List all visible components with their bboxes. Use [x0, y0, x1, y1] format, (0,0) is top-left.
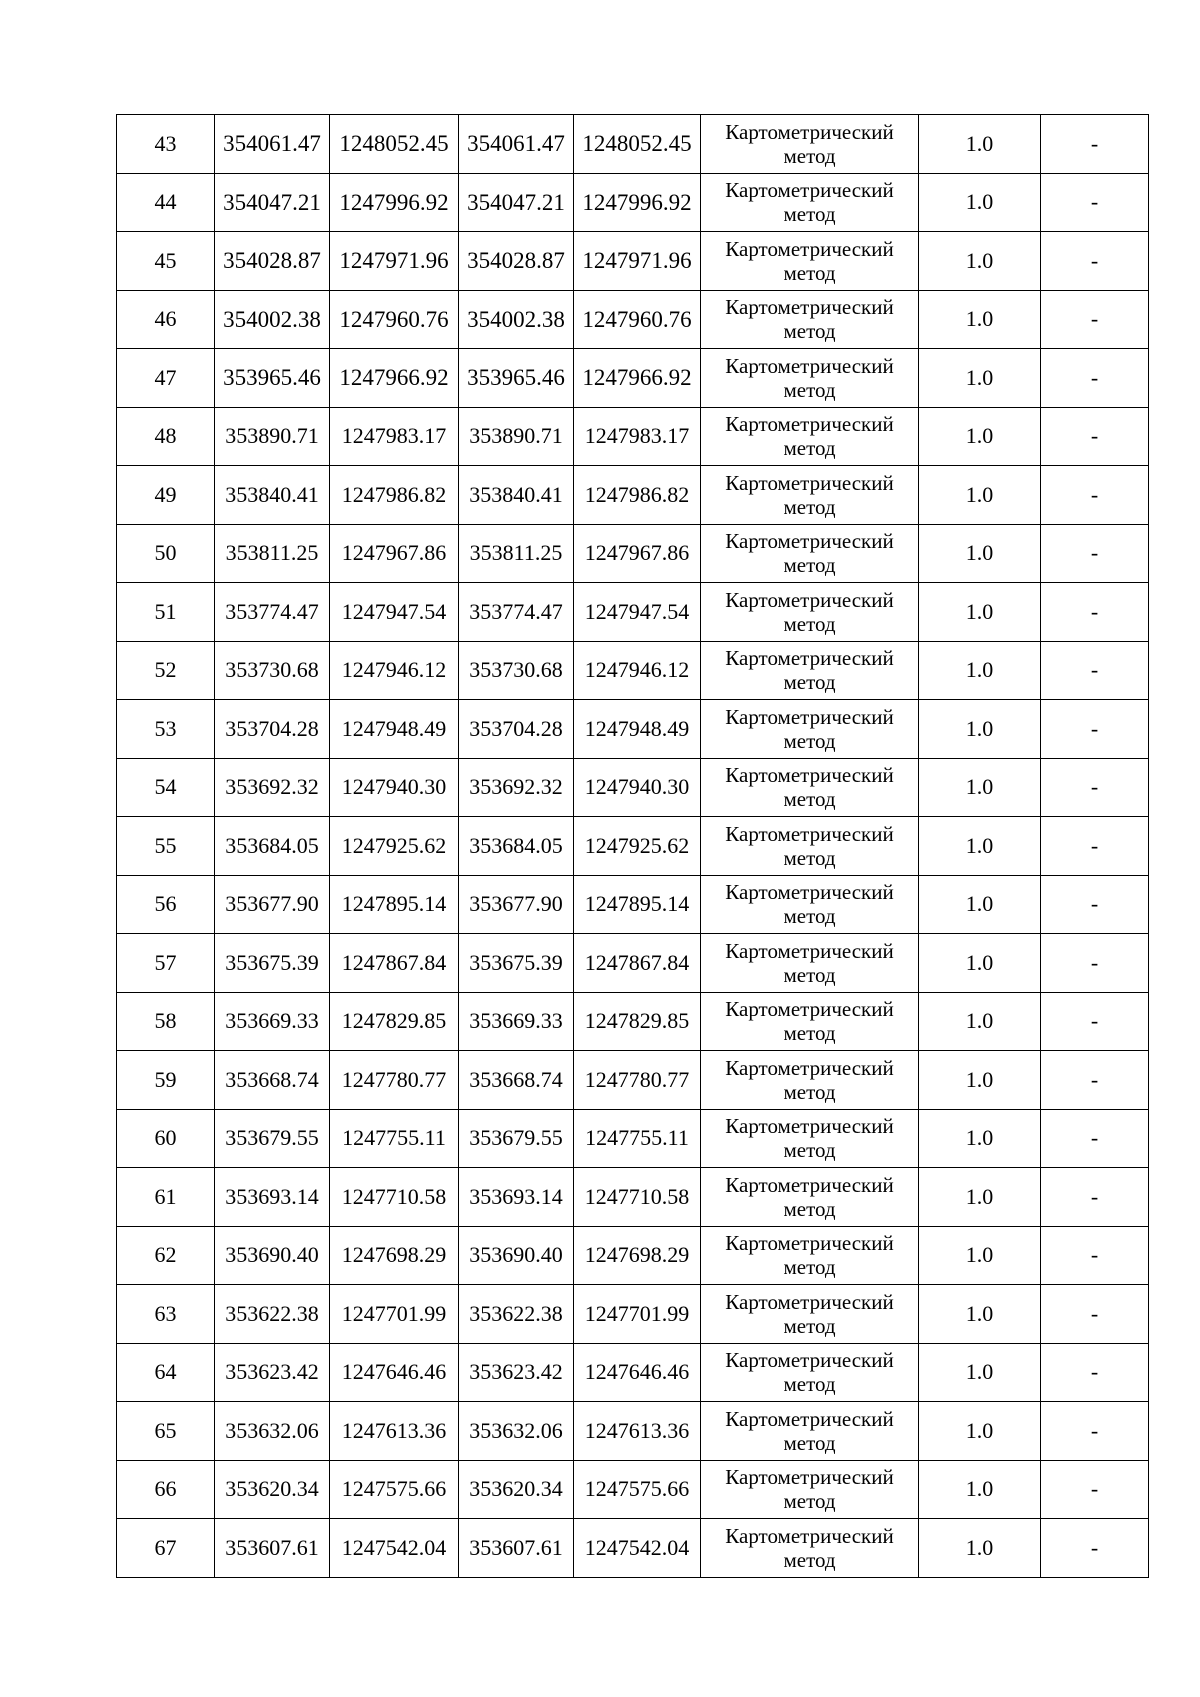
note-cell: - — [1041, 875, 1149, 934]
method-cell — [701, 1168, 919, 1227]
x-new-cell: 354047.21 — [459, 173, 574, 232]
x-new-cell: 353669.33 — [459, 992, 574, 1051]
method-line-1: Картометрический — [725, 1348, 894, 1373]
y-existing-cell: 1247701.99 — [330, 1285, 459, 1344]
note-cell: - — [1041, 349, 1149, 408]
table-row — [117, 349, 1149, 408]
method-line-1: Картометрический — [725, 1231, 894, 1256]
table-row — [117, 992, 1149, 1051]
y-new-cell: 1247966.92 — [574, 349, 701, 408]
y-new-cell: 1247698.29 — [574, 1226, 701, 1285]
method-line-1: Картометрический — [725, 1523, 894, 1548]
point-number-cell: 46 — [117, 290, 215, 349]
method-cell — [701, 524, 919, 583]
x-existing-cell: 354047.21 — [215, 173, 330, 232]
x-existing-cell: 353684.05 — [215, 817, 330, 876]
point-number-cell: 49 — [117, 466, 215, 525]
accuracy-cell: 1.0 — [919, 173, 1041, 232]
y-new-cell: 1247895.14 — [574, 875, 701, 934]
x-existing-cell: 353669.33 — [215, 992, 330, 1051]
note-cell: - — [1041, 173, 1149, 232]
table-row — [117, 232, 1149, 291]
y-existing-cell: 1247966.92 — [330, 349, 459, 408]
method-line-2: метод — [783, 202, 836, 227]
note-cell: - — [1041, 817, 1149, 876]
accuracy-cell: 1.0 — [919, 817, 1041, 876]
table-row — [117, 1051, 1149, 1110]
table-row — [117, 1402, 1149, 1461]
note-cell: - — [1041, 641, 1149, 700]
note-cell: - — [1041, 583, 1149, 642]
x-existing-cell: 353607.61 — [215, 1519, 330, 1578]
y-new-cell: 1247946.12 — [574, 641, 701, 700]
method-line-2: метод — [783, 143, 836, 168]
method-line-2: метод — [783, 904, 836, 929]
note-cell: - — [1041, 290, 1149, 349]
accuracy-cell: 1.0 — [919, 1168, 1041, 1227]
accuracy-cell: 1.0 — [919, 875, 1041, 934]
y-new-cell: 1247710.58 — [574, 1168, 701, 1227]
method-line-2: метод — [783, 260, 836, 285]
y-existing-cell: 1247698.29 — [330, 1226, 459, 1285]
x-new-cell: 353965.46 — [459, 349, 574, 408]
y-existing-cell: 1247613.36 — [330, 1402, 459, 1461]
method-line-2: метод — [783, 1547, 836, 1572]
method-line-2: метод — [783, 611, 836, 636]
method-line-1: Картометрический — [725, 119, 894, 144]
method-line-2: метод — [783, 962, 836, 987]
note-cell: - — [1041, 1519, 1149, 1578]
y-new-cell: 1247996.92 — [574, 173, 701, 232]
note-cell: - — [1041, 758, 1149, 817]
accuracy-cell: 1.0 — [919, 758, 1041, 817]
x-new-cell: 353622.38 — [459, 1285, 574, 1344]
point-number-cell: 52 — [117, 641, 215, 700]
note-cell: - — [1041, 700, 1149, 759]
y-existing-cell: 1247946.12 — [330, 641, 459, 700]
table-row — [117, 1226, 1149, 1285]
method-cell — [701, 583, 919, 642]
point-number-cell: 64 — [117, 1343, 215, 1402]
y-existing-cell: 1247983.17 — [330, 407, 459, 466]
x-new-cell: 353840.41 — [459, 466, 574, 525]
y-new-cell: 1247701.99 — [574, 1285, 701, 1344]
method-cell — [701, 1460, 919, 1519]
x-existing-cell: 353704.28 — [215, 700, 330, 759]
method-line-2: метод — [783, 1372, 836, 1397]
y-new-cell: 1247867.84 — [574, 934, 701, 993]
x-new-cell: 353811.25 — [459, 524, 574, 583]
y-new-cell: 1247575.66 — [574, 1460, 701, 1519]
method-line-1: Картометрический — [725, 1465, 894, 1490]
point-number-cell: 61 — [117, 1168, 215, 1227]
y-existing-cell: 1247755.11 — [330, 1109, 459, 1168]
point-number-cell: 47 — [117, 349, 215, 408]
note-cell: - — [1041, 1226, 1149, 1285]
x-existing-cell: 353668.74 — [215, 1051, 330, 1110]
accuracy-cell: 1.0 — [919, 232, 1041, 291]
table-row — [117, 934, 1149, 993]
y-existing-cell: 1247542.04 — [330, 1519, 459, 1578]
method-cell — [701, 1226, 919, 1285]
method-line-1: Картометрический — [725, 295, 894, 320]
y-existing-cell: 1247710.58 — [330, 1168, 459, 1227]
point-number-cell: 55 — [117, 817, 215, 876]
method-line-1: Картометрический — [725, 1172, 894, 1197]
y-existing-cell: 1247925.62 — [330, 817, 459, 876]
accuracy-cell: 1.0 — [919, 700, 1041, 759]
x-existing-cell: 353679.55 — [215, 1109, 330, 1168]
y-new-cell: 1247829.85 — [574, 992, 701, 1051]
method-line-2: метод — [783, 1255, 836, 1280]
method-line-1: Картометрический — [725, 1055, 894, 1080]
y-existing-cell: 1247967.86 — [330, 524, 459, 583]
method-line-2: метод — [783, 1021, 836, 1046]
accuracy-cell: 1.0 — [919, 1402, 1041, 1461]
x-new-cell: 353675.39 — [459, 934, 574, 993]
method-line-2: метод — [783, 377, 836, 402]
y-new-cell: 1247948.49 — [574, 700, 701, 759]
y-existing-cell: 1247960.76 — [330, 290, 459, 349]
x-existing-cell: 353620.34 — [215, 1460, 330, 1519]
accuracy-cell: 1.0 — [919, 1285, 1041, 1344]
x-existing-cell: 353811.25 — [215, 524, 330, 583]
y-existing-cell: 1247829.85 — [330, 992, 459, 1051]
x-existing-cell: 353692.32 — [215, 758, 330, 817]
note-cell: - — [1041, 1168, 1149, 1227]
y-new-cell: 1247960.76 — [574, 290, 701, 349]
accuracy-cell: 1.0 — [919, 290, 1041, 349]
y-new-cell: 1247613.36 — [574, 1402, 701, 1461]
method-line-1: Картометрический — [725, 1289, 894, 1314]
x-existing-cell: 353690.40 — [215, 1226, 330, 1285]
y-new-cell: 1247971.96 — [574, 232, 701, 291]
x-new-cell: 353632.06 — [459, 1402, 574, 1461]
note-cell: - — [1041, 1109, 1149, 1168]
accuracy-cell: 1.0 — [919, 1519, 1041, 1578]
note-cell: - — [1041, 1402, 1149, 1461]
method-cell — [701, 934, 919, 993]
table-row — [117, 466, 1149, 525]
accuracy-cell: 1.0 — [919, 641, 1041, 700]
table-row — [117, 407, 1149, 466]
point-number-cell: 56 — [117, 875, 215, 934]
point-number-cell: 63 — [117, 1285, 215, 1344]
y-existing-cell: 1247986.82 — [330, 466, 459, 525]
method-line-1: Картометрический — [725, 529, 894, 554]
method-line-1: Картометрический — [725, 1114, 894, 1139]
method-line-2: метод — [783, 1079, 836, 1104]
y-existing-cell: 1247867.84 — [330, 934, 459, 993]
method-line-2: метод — [783, 1138, 836, 1163]
x-existing-cell: 353623.42 — [215, 1343, 330, 1402]
y-new-cell: 1247542.04 — [574, 1519, 701, 1578]
method-cell — [701, 466, 919, 525]
x-existing-cell: 354028.87 — [215, 232, 330, 291]
point-number-cell: 66 — [117, 1460, 215, 1519]
table-row — [117, 115, 1149, 174]
table-row — [117, 1168, 1149, 1227]
method-cell — [701, 349, 919, 408]
x-existing-cell: 353693.14 — [215, 1168, 330, 1227]
method-line-1: Картометрический — [725, 704, 894, 729]
method-line-2: метод — [783, 1196, 836, 1221]
x-existing-cell: 353622.38 — [215, 1285, 330, 1344]
x-new-cell: 353890.71 — [459, 407, 574, 466]
method-line-1: Картометрический — [725, 997, 894, 1022]
method-cell — [701, 115, 919, 174]
table-row — [117, 583, 1149, 642]
method-line-1: Картометрический — [725, 587, 894, 612]
accuracy-cell: 1.0 — [919, 466, 1041, 525]
table-body — [117, 115, 1149, 1578]
y-new-cell: 1247925.62 — [574, 817, 701, 876]
accuracy-cell: 1.0 — [919, 1051, 1041, 1110]
y-new-cell: 1247986.82 — [574, 466, 701, 525]
table-row — [117, 1519, 1149, 1578]
x-new-cell: 354061.47 — [459, 115, 574, 174]
x-existing-cell: 353890.71 — [215, 407, 330, 466]
note-cell: - — [1041, 1460, 1149, 1519]
table-row — [117, 524, 1149, 583]
x-new-cell: 353677.90 — [459, 875, 574, 934]
x-new-cell: 353704.28 — [459, 700, 574, 759]
x-new-cell: 353693.14 — [459, 1168, 574, 1227]
x-existing-cell: 354061.47 — [215, 115, 330, 174]
method-line-2: метод — [783, 728, 836, 753]
point-number-cell: 44 — [117, 173, 215, 232]
point-number-cell: 62 — [117, 1226, 215, 1285]
note-cell: - — [1041, 992, 1149, 1051]
accuracy-cell: 1.0 — [919, 524, 1041, 583]
note-cell: - — [1041, 1051, 1149, 1110]
note-cell: - — [1041, 934, 1149, 993]
method-line-2: метод — [783, 436, 836, 461]
method-line-1: Картометрический — [725, 470, 894, 495]
y-new-cell: 1247780.77 — [574, 1051, 701, 1110]
x-existing-cell: 353675.39 — [215, 934, 330, 993]
table-row — [117, 817, 1149, 876]
x-new-cell: 353607.61 — [459, 1519, 574, 1578]
method-cell — [701, 992, 919, 1051]
accuracy-cell: 1.0 — [919, 349, 1041, 408]
x-new-cell: 353690.40 — [459, 1226, 574, 1285]
method-line-1: Картометрический — [725, 353, 894, 378]
y-existing-cell: 1247646.46 — [330, 1343, 459, 1402]
point-number-cell: 53 — [117, 700, 215, 759]
method-line-1: Картометрический — [725, 1406, 894, 1431]
y-existing-cell: 1247948.49 — [330, 700, 459, 759]
point-number-cell: 58 — [117, 992, 215, 1051]
accuracy-cell: 1.0 — [919, 934, 1041, 993]
table-row — [117, 173, 1149, 232]
x-new-cell: 353668.74 — [459, 1051, 574, 1110]
method-cell — [701, 1051, 919, 1110]
point-number-cell: 54 — [117, 758, 215, 817]
x-existing-cell: 353774.47 — [215, 583, 330, 642]
point-number-cell: 50 — [117, 524, 215, 583]
y-existing-cell: 1247895.14 — [330, 875, 459, 934]
method-line-1: Картометрический — [725, 646, 894, 671]
point-number-cell: 57 — [117, 934, 215, 993]
x-new-cell: 353774.47 — [459, 583, 574, 642]
method-cell — [701, 758, 919, 817]
method-cell — [701, 407, 919, 466]
method-line-1: Картометрический — [725, 821, 894, 846]
point-number-cell: 48 — [117, 407, 215, 466]
point-number-cell: 59 — [117, 1051, 215, 1110]
method-cell — [701, 641, 919, 700]
x-existing-cell: 353965.46 — [215, 349, 330, 408]
method-line-1: Картометрический — [725, 763, 894, 788]
x-existing-cell: 353730.68 — [215, 641, 330, 700]
accuracy-cell: 1.0 — [919, 1109, 1041, 1168]
method-line-2: метод — [783, 494, 836, 519]
accuracy-cell: 1.0 — [919, 1343, 1041, 1402]
accuracy-cell: 1.0 — [919, 1460, 1041, 1519]
table-row — [117, 1460, 1149, 1519]
x-new-cell: 353730.68 — [459, 641, 574, 700]
point-number-cell: 43 — [117, 115, 215, 174]
y-existing-cell: 1247971.96 — [330, 232, 459, 291]
note-cell: - — [1041, 524, 1149, 583]
point-number-cell: 51 — [117, 583, 215, 642]
y-new-cell: 1247967.86 — [574, 524, 701, 583]
method-line-2: метод — [783, 1489, 836, 1514]
method-line-1: Картометрический — [725, 178, 894, 203]
y-existing-cell: 1247996.92 — [330, 173, 459, 232]
table-row — [117, 700, 1149, 759]
x-new-cell: 353620.34 — [459, 1460, 574, 1519]
note-cell: - — [1041, 1343, 1149, 1402]
note-cell: - — [1041, 115, 1149, 174]
note-cell: - — [1041, 407, 1149, 466]
point-number-cell: 45 — [117, 232, 215, 291]
point-number-cell: 60 — [117, 1109, 215, 1168]
table-row — [117, 641, 1149, 700]
x-new-cell: 353684.05 — [459, 817, 574, 876]
method-line-2: метод — [783, 553, 836, 578]
y-existing-cell: 1248052.45 — [330, 115, 459, 174]
method-cell — [701, 1285, 919, 1344]
y-new-cell: 1247646.46 — [574, 1343, 701, 1402]
method-cell — [701, 1402, 919, 1461]
x-new-cell: 353692.32 — [459, 758, 574, 817]
y-existing-cell: 1247575.66 — [330, 1460, 459, 1519]
method-cell — [701, 290, 919, 349]
note-cell: - — [1041, 466, 1149, 525]
method-line-2: метод — [783, 1430, 836, 1455]
x-new-cell: 353623.42 — [459, 1343, 574, 1402]
x-new-cell: 354002.38 — [459, 290, 574, 349]
table-row — [117, 758, 1149, 817]
x-existing-cell: 353840.41 — [215, 466, 330, 525]
y-new-cell: 1248052.45 — [574, 115, 701, 174]
method-line-2: метод — [783, 845, 836, 870]
method-line-2: метод — [783, 670, 836, 695]
method-cell — [701, 1519, 919, 1578]
method-cell — [701, 700, 919, 759]
table-row — [117, 1109, 1149, 1168]
y-new-cell: 1247983.17 — [574, 407, 701, 466]
method-line-2: метод — [783, 1313, 836, 1338]
method-line-2: метод — [783, 319, 836, 344]
x-new-cell: 354028.87 — [459, 232, 574, 291]
accuracy-cell: 1.0 — [919, 1226, 1041, 1285]
method-cell — [701, 817, 919, 876]
accuracy-cell: 1.0 — [919, 992, 1041, 1051]
y-existing-cell: 1247940.30 — [330, 758, 459, 817]
method-cell — [701, 1343, 919, 1402]
y-new-cell: 1247947.54 — [574, 583, 701, 642]
point-number-cell: 65 — [117, 1402, 215, 1461]
accuracy-cell: 1.0 — [919, 115, 1041, 174]
table-row — [117, 290, 1149, 349]
y-new-cell: 1247940.30 — [574, 758, 701, 817]
x-new-cell: 353679.55 — [459, 1109, 574, 1168]
table-row — [117, 1343, 1149, 1402]
accuracy-cell: 1.0 — [919, 407, 1041, 466]
note-cell: - — [1041, 232, 1149, 291]
method-cell — [701, 232, 919, 291]
y-existing-cell: 1247947.54 — [330, 583, 459, 642]
coordinates-table — [116, 114, 1149, 1578]
method-line-1: Картометрический — [725, 236, 894, 261]
y-new-cell: 1247755.11 — [574, 1109, 701, 1168]
method-line-2: метод — [783, 787, 836, 812]
x-existing-cell: 353632.06 — [215, 1402, 330, 1461]
method-line-1: Картометрический — [725, 880, 894, 905]
method-cell — [701, 875, 919, 934]
table-row — [117, 875, 1149, 934]
method-cell — [701, 1109, 919, 1168]
method-line-1: Картометрический — [725, 412, 894, 437]
method-cell — [701, 173, 919, 232]
table-row — [117, 1285, 1149, 1344]
method-line-1: Картометрический — [725, 938, 894, 963]
accuracy-cell: 1.0 — [919, 583, 1041, 642]
note-cell: - — [1041, 1285, 1149, 1344]
x-existing-cell: 353677.90 — [215, 875, 330, 934]
y-existing-cell: 1247780.77 — [330, 1051, 459, 1110]
point-number-cell: 67 — [117, 1519, 215, 1578]
x-existing-cell: 354002.38 — [215, 290, 330, 349]
